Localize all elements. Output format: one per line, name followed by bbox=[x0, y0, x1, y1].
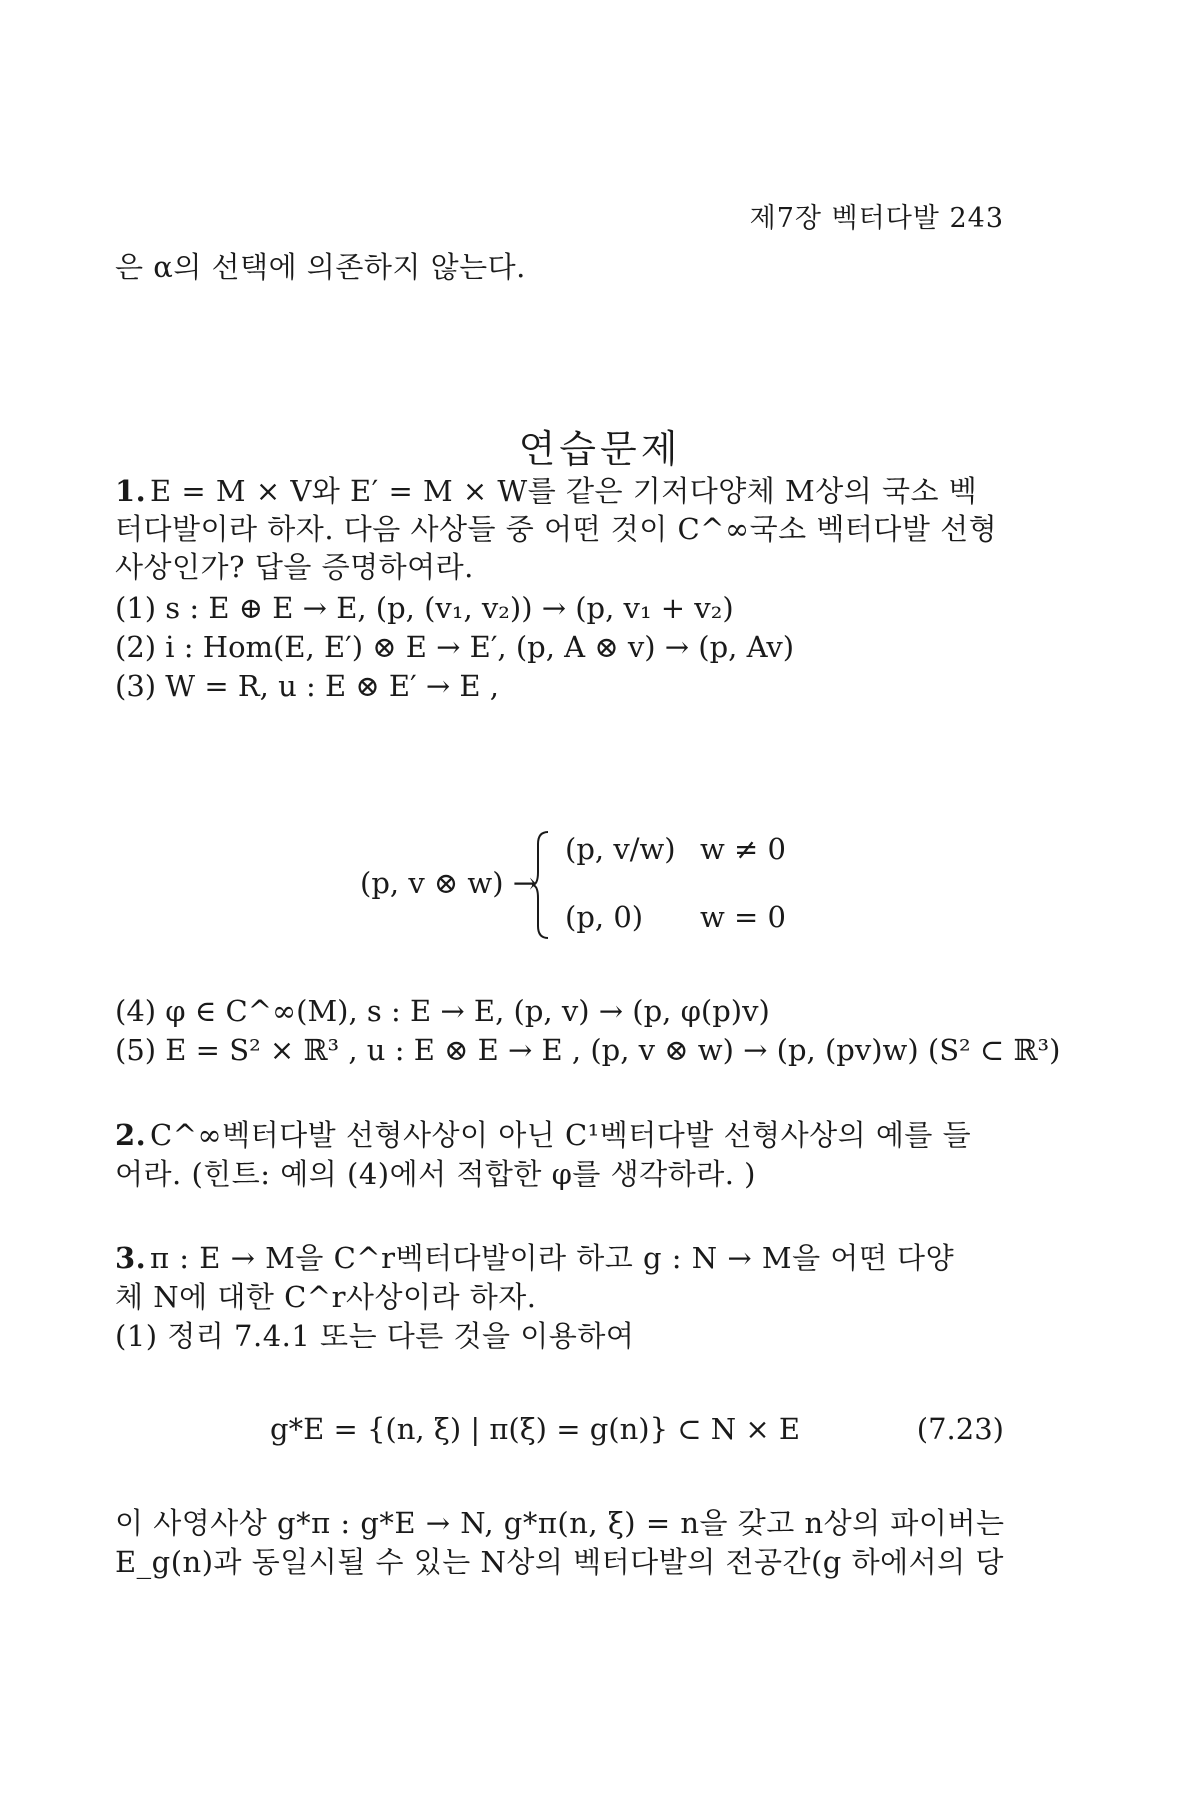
piecewise-case bbox=[565, 900, 787, 934]
case-value: (p, v/w) bbox=[565, 832, 676, 866]
problem-text-line: 이 사영사상 g*π : g*E → N, g*π(n, ξ) = n을 갖고 n상의 파이버는 bbox=[115, 1506, 1005, 1540]
case-condition: w ≠ 0 bbox=[700, 832, 787, 866]
equation-number: (7.23) bbox=[916, 1412, 1004, 1446]
problem-text-line: C^∞벡터다발 선형사상이 아닌 C¹벡터다발 선형사상의 예를 들 bbox=[150, 1118, 972, 1152]
problem-number: 3. bbox=[115, 1241, 147, 1275]
problem-text-line: 어라. (힌트: 예의 (4)에서 적합한 φ를 생각하라. ) bbox=[115, 1157, 756, 1191]
case-value: (p, 0) bbox=[565, 900, 644, 934]
intro-line: 은 α의 선택에 의존하지 않는다. bbox=[115, 250, 526, 284]
problem-text-line: E = M × V와 E′ = M × W를 같은 기저다양체 M상의 국소 벡 bbox=[150, 474, 978, 508]
problem-item: (1) s : E ⊕ E → E, (p, (v₁, v₂)) → (p, v₁ + v₂) bbox=[115, 591, 734, 625]
display-equation: g*E = {(n, ξ) | π(ξ) = g(n)} ⊂ N × E bbox=[270, 1412, 801, 1446]
problem-item: (4) φ ∈ C^∞(M), s : E → E, (p, v) → (p, φ(p)v) bbox=[115, 994, 770, 1028]
section-title: 연습문제 bbox=[518, 427, 682, 471]
case-condition: w = 0 bbox=[700, 900, 787, 934]
piecewise-case bbox=[565, 832, 787, 866]
problem-number: 2. bbox=[115, 1118, 147, 1152]
problem-text-line: 터다발이라 하자. 다음 사상들 중 어떤 것이 C^∞국소 벡터다발 선형 bbox=[115, 512, 998, 546]
problem-item: (3) W = R, u : E ⊗ E′ → E , bbox=[115, 669, 499, 703]
left-brace-icon bbox=[530, 830, 552, 940]
problem-text-line: E_g(n)과 동일시될 수 있는 N상의 벡터다발의 전공간(g 하에서의 당 bbox=[115, 1545, 1004, 1579]
running-head: 제7장 벡터다발 243 bbox=[749, 203, 1004, 234]
piecewise-lhs: (p, v ⊗ w) → bbox=[360, 866, 538, 900]
problem-text-line: (1) 정리 7.4.1 또는 다른 것을 이용하여 bbox=[115, 1319, 635, 1353]
problem-number: 1. bbox=[115, 474, 147, 508]
problem-text-line: 체 N에 대한 C^r사상이라 하자. bbox=[115, 1280, 537, 1314]
problem-text-line: π : E → M을 C^r벡터다발이라 하고 g : N → M을 어떤 다양 bbox=[150, 1241, 955, 1275]
problem-item: (2) i : Hom(E, E′) ⊗ E → E′, (p, A ⊗ v) → (p, Av) bbox=[115, 630, 795, 664]
problem-text-line: 사상인가? 답을 증명하여라. bbox=[115, 550, 474, 584]
problem-item: (5) E = S² × ℝ³ , u : E ⊗ E → E , (p, v ⊗ w) → (p, (pv)w) (S² ⊂ ℝ³) bbox=[115, 1033, 1061, 1067]
